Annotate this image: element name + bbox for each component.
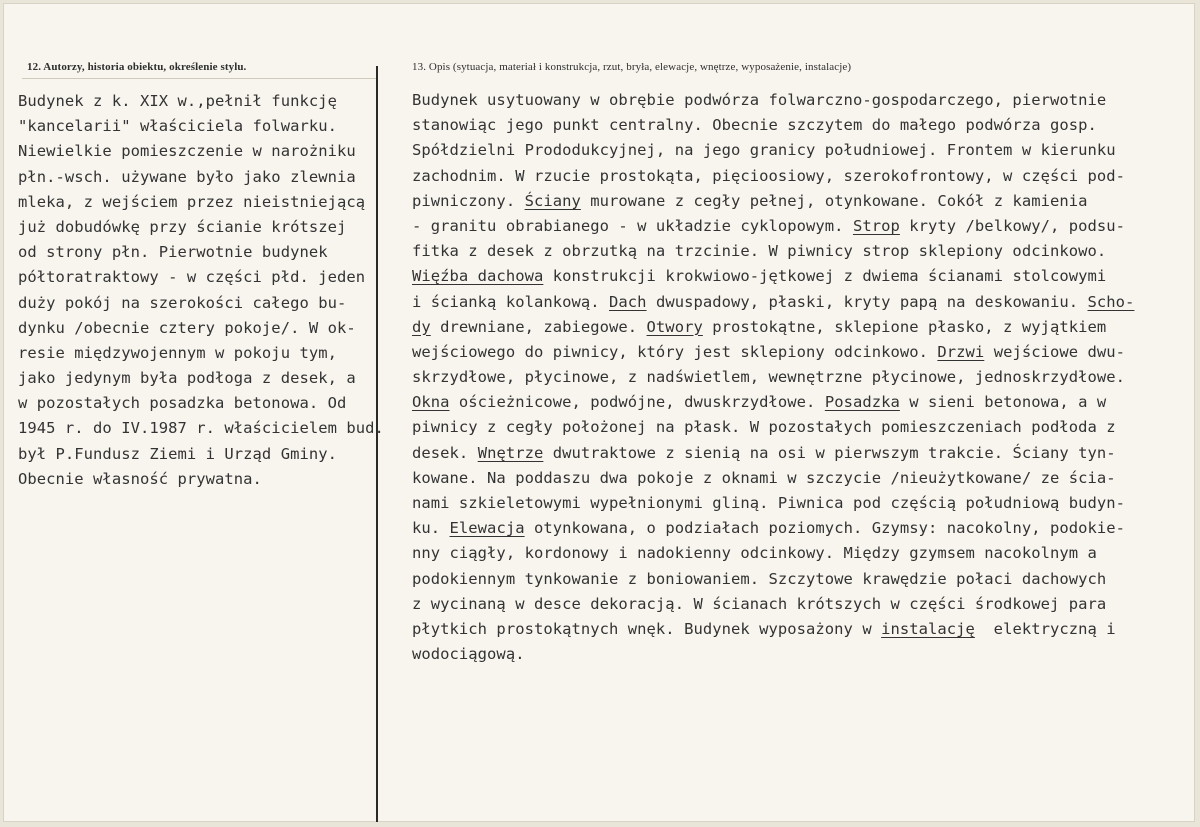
description-line	[412, 214, 1192, 239]
underlined-term: Otwory	[646, 317, 703, 336]
history-line: dynku /obecnie cztery pokoje/. W ok-	[18, 318, 356, 337]
description-segment: ku.	[412, 519, 450, 538]
underlined-term: Więźba dachowa	[412, 267, 544, 286]
description-segment: nami szkieletowymi wypełnionymi gliną. Piwnica pod częścią południową budyn-	[412, 494, 1126, 512]
description-segment: fitka z desek z obrzutką na trzcinie. W piwnicy strop sklepiony odcinkowo.	[412, 242, 1107, 261]
description-segment: konstrukcji krokwiowo-jętkowej z dwiema ścianami stolcowymi	[543, 267, 1107, 286]
description-line	[412, 315, 1192, 340]
description-segment: - granitu obrabianego - w układzie cyklopowym.	[412, 216, 853, 235]
description-line	[412, 592, 1192, 617]
section-12-header: 12. Autorzy, historia obiektu, określenie stylu.	[27, 61, 247, 73]
history-line: 1945 r. do IV.1987 r. właścicielem bud.	[18, 419, 384, 438]
description-segment: elektryczną i	[974, 619, 1116, 638]
description-line	[412, 138, 1192, 163]
description-segment: murowane z cegły pełnej, otynkowane. Cokół z kamienia	[580, 191, 1088, 210]
underlined-term: Posadzka	[824, 393, 900, 412]
description-segment: wejściowego do piwnicy, który jest sklepiony odcinkowo.	[412, 342, 938, 361]
description-segment: Spółdzielni Prododukcyjnej, na jego granicy południowej. Frontem w kierunku	[412, 141, 1116, 160]
description-segment: kryty /belkowy/, podsu-	[899, 216, 1126, 235]
description-segment: płytkich prostokątnych wnęk. Budynek wyposażony w	[412, 619, 882, 638]
underlined-term: Elewacja	[449, 519, 525, 538]
description-line	[412, 642, 1192, 667]
history-line: od strony płn. Pierwotnie budynek	[18, 243, 328, 262]
description-line	[412, 541, 1192, 566]
description-line	[412, 189, 1192, 214]
description-segment: Budynek usytuowany w obrębie podwórza folwarczno-gospodarczego, pierwotnie	[412, 91, 1107, 109]
description-line	[412, 441, 1192, 466]
description-line	[412, 617, 1192, 642]
description-line	[412, 113, 1192, 138]
description-line	[412, 164, 1192, 189]
underlined-term: instalację	[881, 619, 975, 638]
history-line: już dobudówkę przy ścianie krótszej	[18, 217, 347, 236]
history-line: "kancelarii" właściciela folwarku.	[18, 117, 337, 136]
description-line	[412, 340, 1192, 365]
description-segment: zachodnim. W rzucie prostokąta, pięcioosiowy, szerokofrontowy, w części pod-	[412, 166, 1126, 185]
description-line	[412, 516, 1192, 541]
underlined-term: Strop	[852, 216, 900, 235]
description-segment: otynkowana, o podziałach poziomych. Gzymsy: nacokolny, podokie-	[524, 519, 1126, 538]
history-line: płn.-wsch. używane było jako zlewnia	[18, 167, 356, 186]
underlined-term: Drzwi	[937, 342, 985, 361]
description-text	[412, 88, 1192, 667]
underlined-term: dy	[412, 317, 431, 336]
description-segment: piwniczony.	[412, 191, 525, 210]
underlined-term: Scho-	[1087, 292, 1135, 311]
description-segment: piwnicy z cegły położonej na płask. W pozostałych pomieszczeniach podłoda z	[412, 418, 1116, 437]
underlined-term: Ściany	[524, 191, 581, 210]
section-13-header: 13. Opis (sytuacja, materiał i konstrukcja, rzut, bryła, elewacje, wnętrze, wyposażenie, instalacje)	[412, 61, 852, 73]
description-line	[412, 491, 1192, 516]
description-line	[412, 390, 1192, 415]
underlined-term: Okna	[412, 393, 450, 412]
history-line: resie międzywojennym w pokoju tym,	[18, 343, 337, 362]
description-segment: w sieni betonowa, a w	[899, 393, 1107, 412]
description-segment: wodociągową.	[412, 645, 525, 664]
description-segment: drewniane, zabiegowe.	[430, 317, 647, 336]
description-line	[412, 264, 1192, 289]
history-line: był P.Fundusz Ziemi i Urząd Gminy.	[18, 444, 337, 463]
history-line: Obecnie własność prywatna.	[18, 469, 262, 488]
history-line: jako jedynym była podłoga z desek, a	[18, 369, 356, 388]
description-segment: stanowiąc jego punkt centralny. Obecnie szczytem do małego podwórza gosp.	[412, 116, 1097, 135]
description-segment: i ścianką kolankową.	[412, 292, 610, 311]
description-line	[412, 567, 1192, 592]
description-segment: wejściowe dwu-	[984, 342, 1126, 361]
history-line: Budynek z k. XIX w.,pełnił funkcję	[18, 92, 337, 110]
description-segment: ościeżnicowe, podwójne, dwuskrzydłowe.	[449, 393, 825, 412]
history-line: w pozostałych posadzka betonowa. Od	[18, 394, 347, 413]
history-line: mleka, z wejściem przez nieistniejącą	[18, 192, 366, 211]
description-line	[412, 365, 1192, 390]
underlined-term: Dach	[609, 292, 647, 311]
history-text	[18, 89, 388, 492]
description-line	[412, 239, 1192, 264]
description-line	[412, 415, 1192, 440]
underlined-term: Wnętrze	[477, 443, 544, 462]
history-line: półtoratraktowy - w części płd. jeden	[18, 268, 366, 287]
description-segment: skrzydłowe, płycinowe, z nadświetlem, wewnętrzne płycinowe, jednoskrzydłowe.	[412, 368, 1126, 387]
header-rule	[22, 78, 376, 79]
history-line: Niewielkie pomieszczenie w narożniku	[18, 142, 356, 161]
description-line	[412, 290, 1192, 315]
description-segment: desek.	[412, 443, 478, 462]
description-line	[412, 466, 1192, 491]
description-segment: dwutraktowe z sienią na osi w pierwszym trakcie. Ściany tyn-	[543, 443, 1116, 462]
description-segment: kowane. Na poddaszu dwa pokoje z oknami w szczycie /nieużytkowane/ ze ścia-	[412, 468, 1116, 487]
description-segment: z wycinaną w desce dekoracją. W ścianach krótszych w części środkowej para	[412, 594, 1107, 613]
description-segment: podokiennym tynkowanie z boniowaniem. Szczytowe krawędzie połaci dachowych	[412, 569, 1107, 588]
history-line: duży pokój na szerokości całego bu-	[18, 293, 347, 312]
description-segment: dwuspadowy, płaski, kryty papą na deskowaniu.	[646, 292, 1088, 311]
description-line	[412, 88, 1192, 113]
description-segment: nny ciągły, kordonowy i nadokienny odcinkowy. Między gzymsem nacokolnym a	[412, 544, 1097, 563]
description-segment: prostokątne, sklepione płasko, z wyjątkiem	[702, 317, 1107, 336]
